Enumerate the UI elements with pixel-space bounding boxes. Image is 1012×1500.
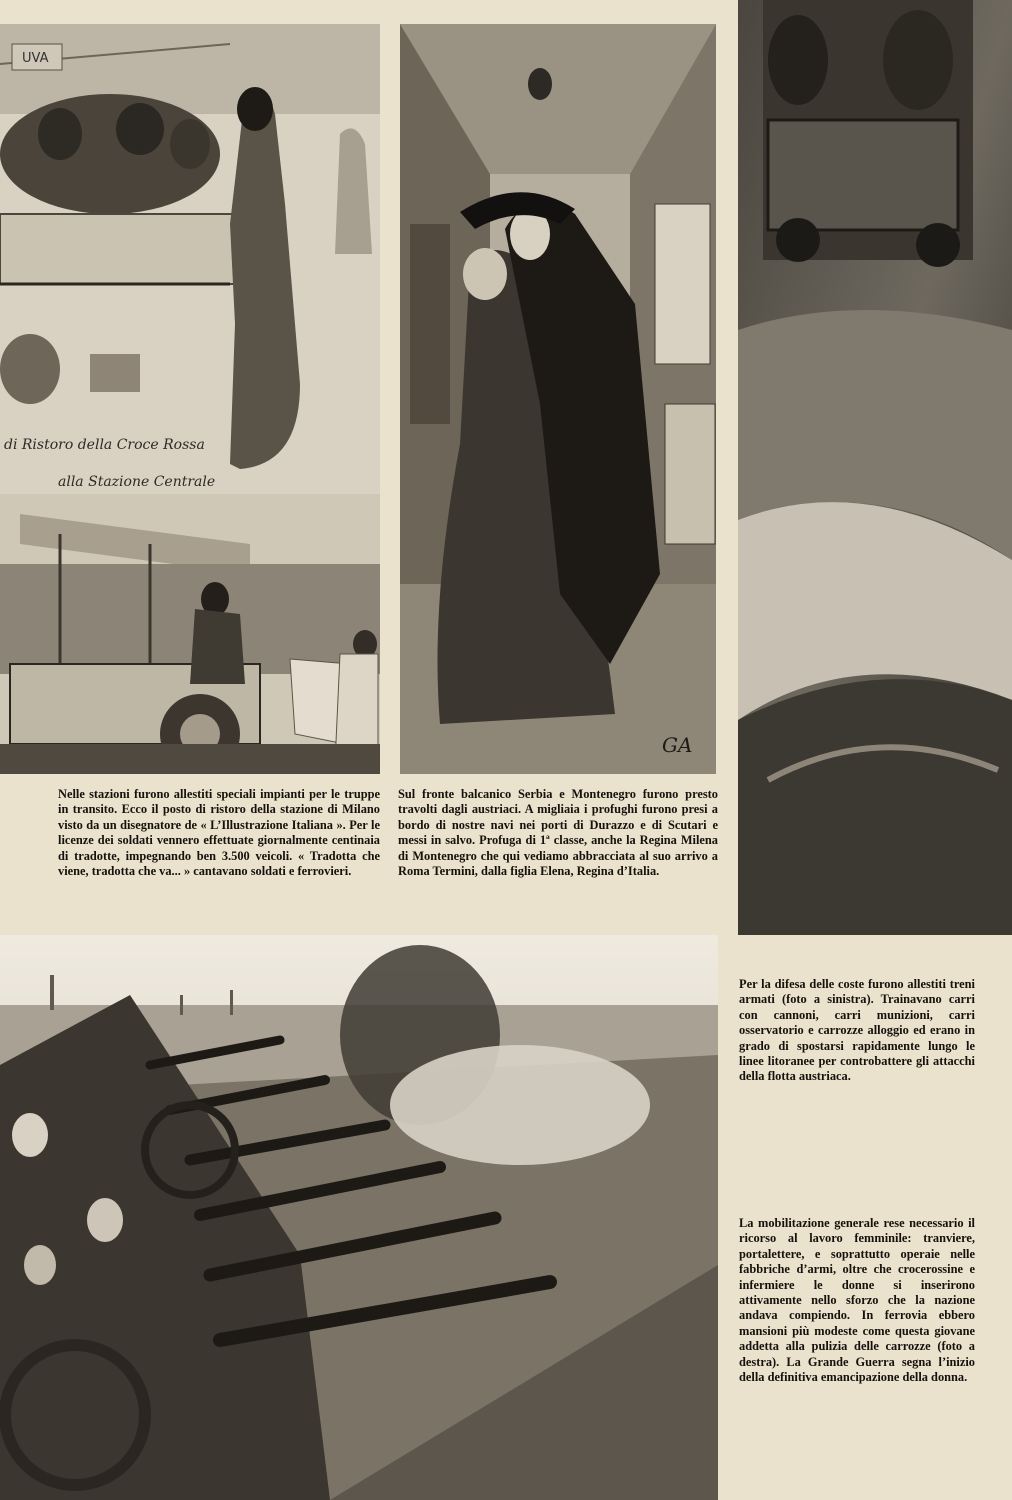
illustration-train-embrace (400, 24, 716, 774)
caption-armored-trains-text: Per la difesa delle coste furono allestiti treni armati (foto a sinistra). Trainavano carri con cannoni, carri munizioni, carri osservatorio e carrozze alloggio ed erano in grado di spostarsi rapidamente lungo le linee litoranee per controbattere gli attacchi della flotta austriaca. (739, 977, 975, 1084)
caption-milan-station-text: Nelle stazioni furono allestiti speciali impianti per le truppe in transito. Ecco il posto di ristoro della stazione di Milano visto da un disegnatore de « L’Illustrazione Italiana ». Per le licenze dei soldati vennero effettuate giornalmente centinaia di tradotte, impegnando ben 3.500 veicoli. « Tradotta che viene, tradotta che va... » cantavano soldati e ferrovieri. (58, 787, 380, 879)
handwritten-caption-line1: di Ristoro della Croce Rossa (4, 437, 205, 453)
illustration-ambulance-loading (0, 494, 380, 774)
illustration-red-cross-station (0, 24, 380, 494)
photo-armored-train (0, 935, 718, 1500)
caption-milan-station (58, 787, 380, 879)
caption-women-mobilization-text: La mobilitazione generale rese necessario il ricorso al lavoro femminile: tranviere, portalettere, e soprattutto operaie nelle fabbriche d’armi, oltre che crocerossine e infermiere le donne si inserirono attivamente nello sforzo che la nazione andava compiendo. In ferrovia ebbero mansioni più modeste come questa giovane addetta alla pulizia delle carrozze (foto a destra). La Grande Guerra segna l’inizio della definitiva emancipazione della donna. (739, 1216, 975, 1385)
photo-carriage-cleaning (738, 0, 1012, 935)
caption-armored-trains (739, 977, 975, 1085)
artist-signature: GA (662, 733, 693, 757)
caption-balkan-front-text: Sul fronte balcanico Serbia e Montenegro furono presto travolti dagli austriaci. A migliaia i profughi furono presi a bordo di nostre navi nei porti di Durazzo e di Scutari e messi in salvo. Profuga di 1ª classe, anche la Regina Milena di Montenegro che qui vediamo abbracciata al suo arrivo a Roma Termini, dalla figlia Elena, Regina d’Italia. (398, 787, 718, 879)
caption-women-mobilization (739, 1216, 975, 1385)
station-sign: UVA (22, 51, 49, 66)
handwritten-caption-line2: alla Stazione Centrale (58, 474, 216, 490)
caption-balkan-front (398, 787, 718, 879)
